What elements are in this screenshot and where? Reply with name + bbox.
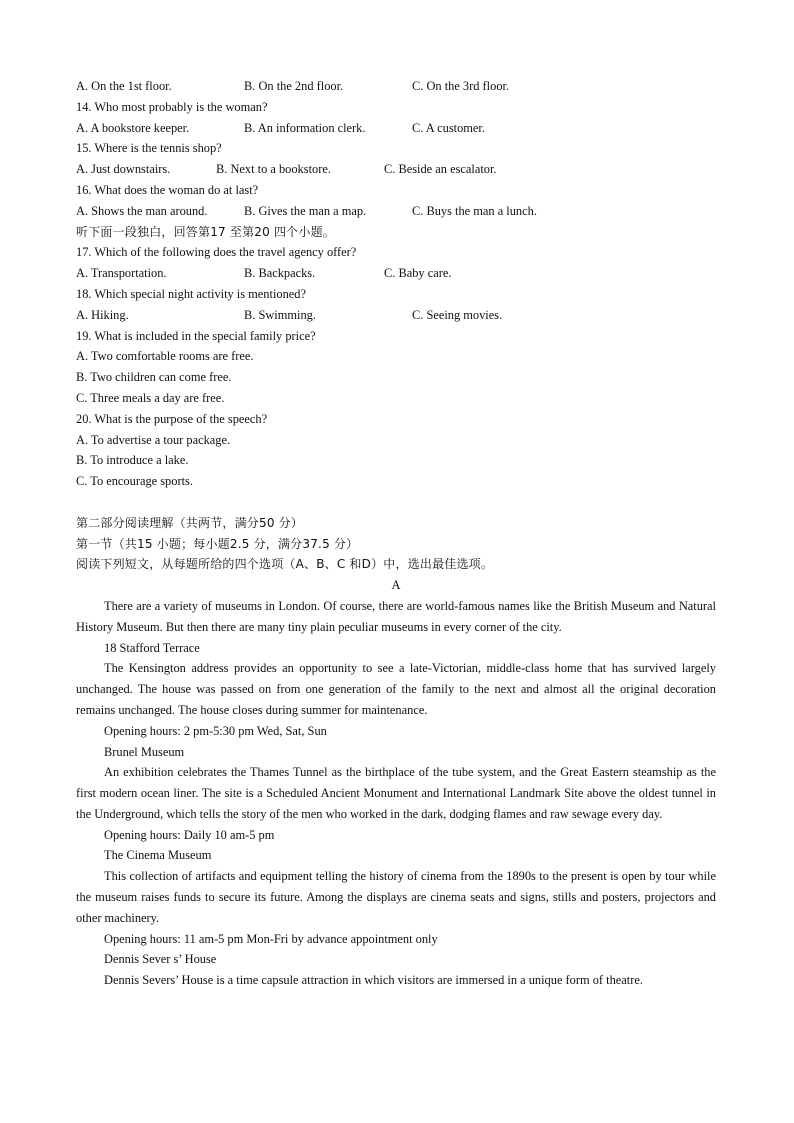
museum-2-name: Brunel Museum — [104, 744, 185, 759]
q15-options — [76, 159, 716, 180]
question-20: 20. What is the purpose of the speech? — [76, 411, 268, 426]
question-19: 19. What is included in the special family price? — [76, 328, 316, 343]
museum-2-description: An exhibition celebrates the Thames Tunnel as the birthplace of the tube system, and the Great Eastern steamship as the first modern ocean liner. The site is a Scheduled Ancient Monument and International Landmark Site above the oldest tunnel in the Underground, which tells the story of the men who worked in the dark, dodging flames and raw sewage every day. — [76, 765, 716, 821]
q17-options — [76, 263, 716, 284]
option-b: B. Two children can come free. — [76, 370, 232, 385]
museum-1-description: The Kensington address provides an opportunity to see a late-Victorian, middle-class home that has survived largely unchanged. The house was passed on from one generation of the family to the next and almost all the original decoration remains unchanged. The house closes during summer for maintenance. — [76, 661, 716, 717]
option-c: C. On the 3rd floor. — [412, 79, 510, 93]
option-c: C. To encourage sports. — [76, 474, 193, 489]
museum-4-name: Dennis Sever s’ House — [104, 952, 217, 967]
option-b: B. Gives the man a map. — [244, 203, 367, 218]
option-b: B. To introduce a lake. — [76, 453, 189, 468]
option-a: A. Two comfortable rooms are free. — [76, 349, 254, 364]
q14-options — [76, 118, 716, 139]
question-18: 18. Which special night activity is mentioned? — [76, 286, 306, 301]
section-one-title: 第一节（共15 小题；每小题2.5 分，满分37.5 分） — [76, 536, 359, 551]
option-a: A. To advertise a tour package. — [76, 432, 231, 447]
museum-3-description: This collection of artifacts and equipment telling the history of cinema from the 1890s to the present is open by tour while the museum raises funds to secure its future. Among the displays are cinema seats and signs, stills and posters, projectors and other machinery. — [76, 869, 716, 925]
option-b: B. On the 2nd floor. — [244, 79, 344, 93]
museum-1-hours: Opening hours: 2 pm-5:30 pm Wed, Sat, Sun — [104, 723, 327, 738]
option-c: C. Buys the man a lunch. — [412, 203, 537, 218]
option-a: A. On the 1st floor. — [76, 79, 172, 93]
option-c: C. Three meals a day are free. — [76, 390, 225, 405]
option-b: B. Swimming. — [244, 307, 316, 322]
question-17: 17. Which of the following does the travel agency offer? — [76, 245, 357, 260]
option-b: B. An information clerk. — [244, 120, 366, 135]
museum-4-description: Dennis Severs’ House is a time capsule attraction in which visitors are immersed in a unique form of theatre. — [104, 973, 643, 988]
question-16: 16. What does the woman do at last? — [76, 182, 259, 197]
museum-1-name: 18 Stafford Terrace — [104, 640, 200, 655]
museum-2-hours: Opening hours: Daily 10 am-5 pm — [104, 827, 275, 842]
question-15: 15. Where is the tennis shop? — [76, 141, 222, 156]
option-c: C. Baby care. — [384, 266, 452, 281]
q18-options — [76, 305, 716, 326]
section-gap — [76, 492, 716, 513]
museum-3-name: The Cinema Museum — [104, 848, 212, 863]
passage-label: A — [391, 578, 401, 593]
option-a: A. Hiking. — [76, 307, 129, 322]
museum-3-hours: Opening hours: 11 am-5 pm Mon-Fri by advance appointment only — [104, 931, 438, 946]
instruction-17-20: 听下面一段独白，回答第17 至第20 四个小题。 — [76, 224, 335, 239]
page-content — [76, 76, 716, 991]
option-c: C. Beside an escalator. — [384, 162, 497, 177]
passage-intro: There are a variety of museums in London. Of course, there are world-famous names like the British Museum and Natural History Museum. But then there are many tiny plain peculiar museums in every corner of the city. — [76, 598, 716, 634]
option-b: B. Next to a bookstore. — [216, 162, 331, 177]
option-a: A. A bookstore keeper. — [76, 120, 190, 135]
q16-options — [76, 201, 716, 222]
option-c: C. A customer. — [412, 120, 485, 135]
option-a: A. Just downstairs. — [76, 162, 171, 177]
option-c: C. Seeing movies. — [412, 307, 503, 322]
option-a: A. Transportation. — [76, 266, 167, 281]
q13-options — [76, 76, 716, 97]
reading-instruction: 阅读下列短文，从每题所给的四个选项（A、B、C 和D）中，选出最佳选项。 — [76, 557, 494, 572]
option-a: A. Shows the man around. — [76, 203, 208, 218]
part-two-title: 第二部分阅读理解（共两节，满分50 分） — [76, 515, 304, 530]
option-b: B. Backpacks. — [244, 266, 316, 281]
question-14: 14. Who most probably is the woman? — [76, 99, 268, 114]
